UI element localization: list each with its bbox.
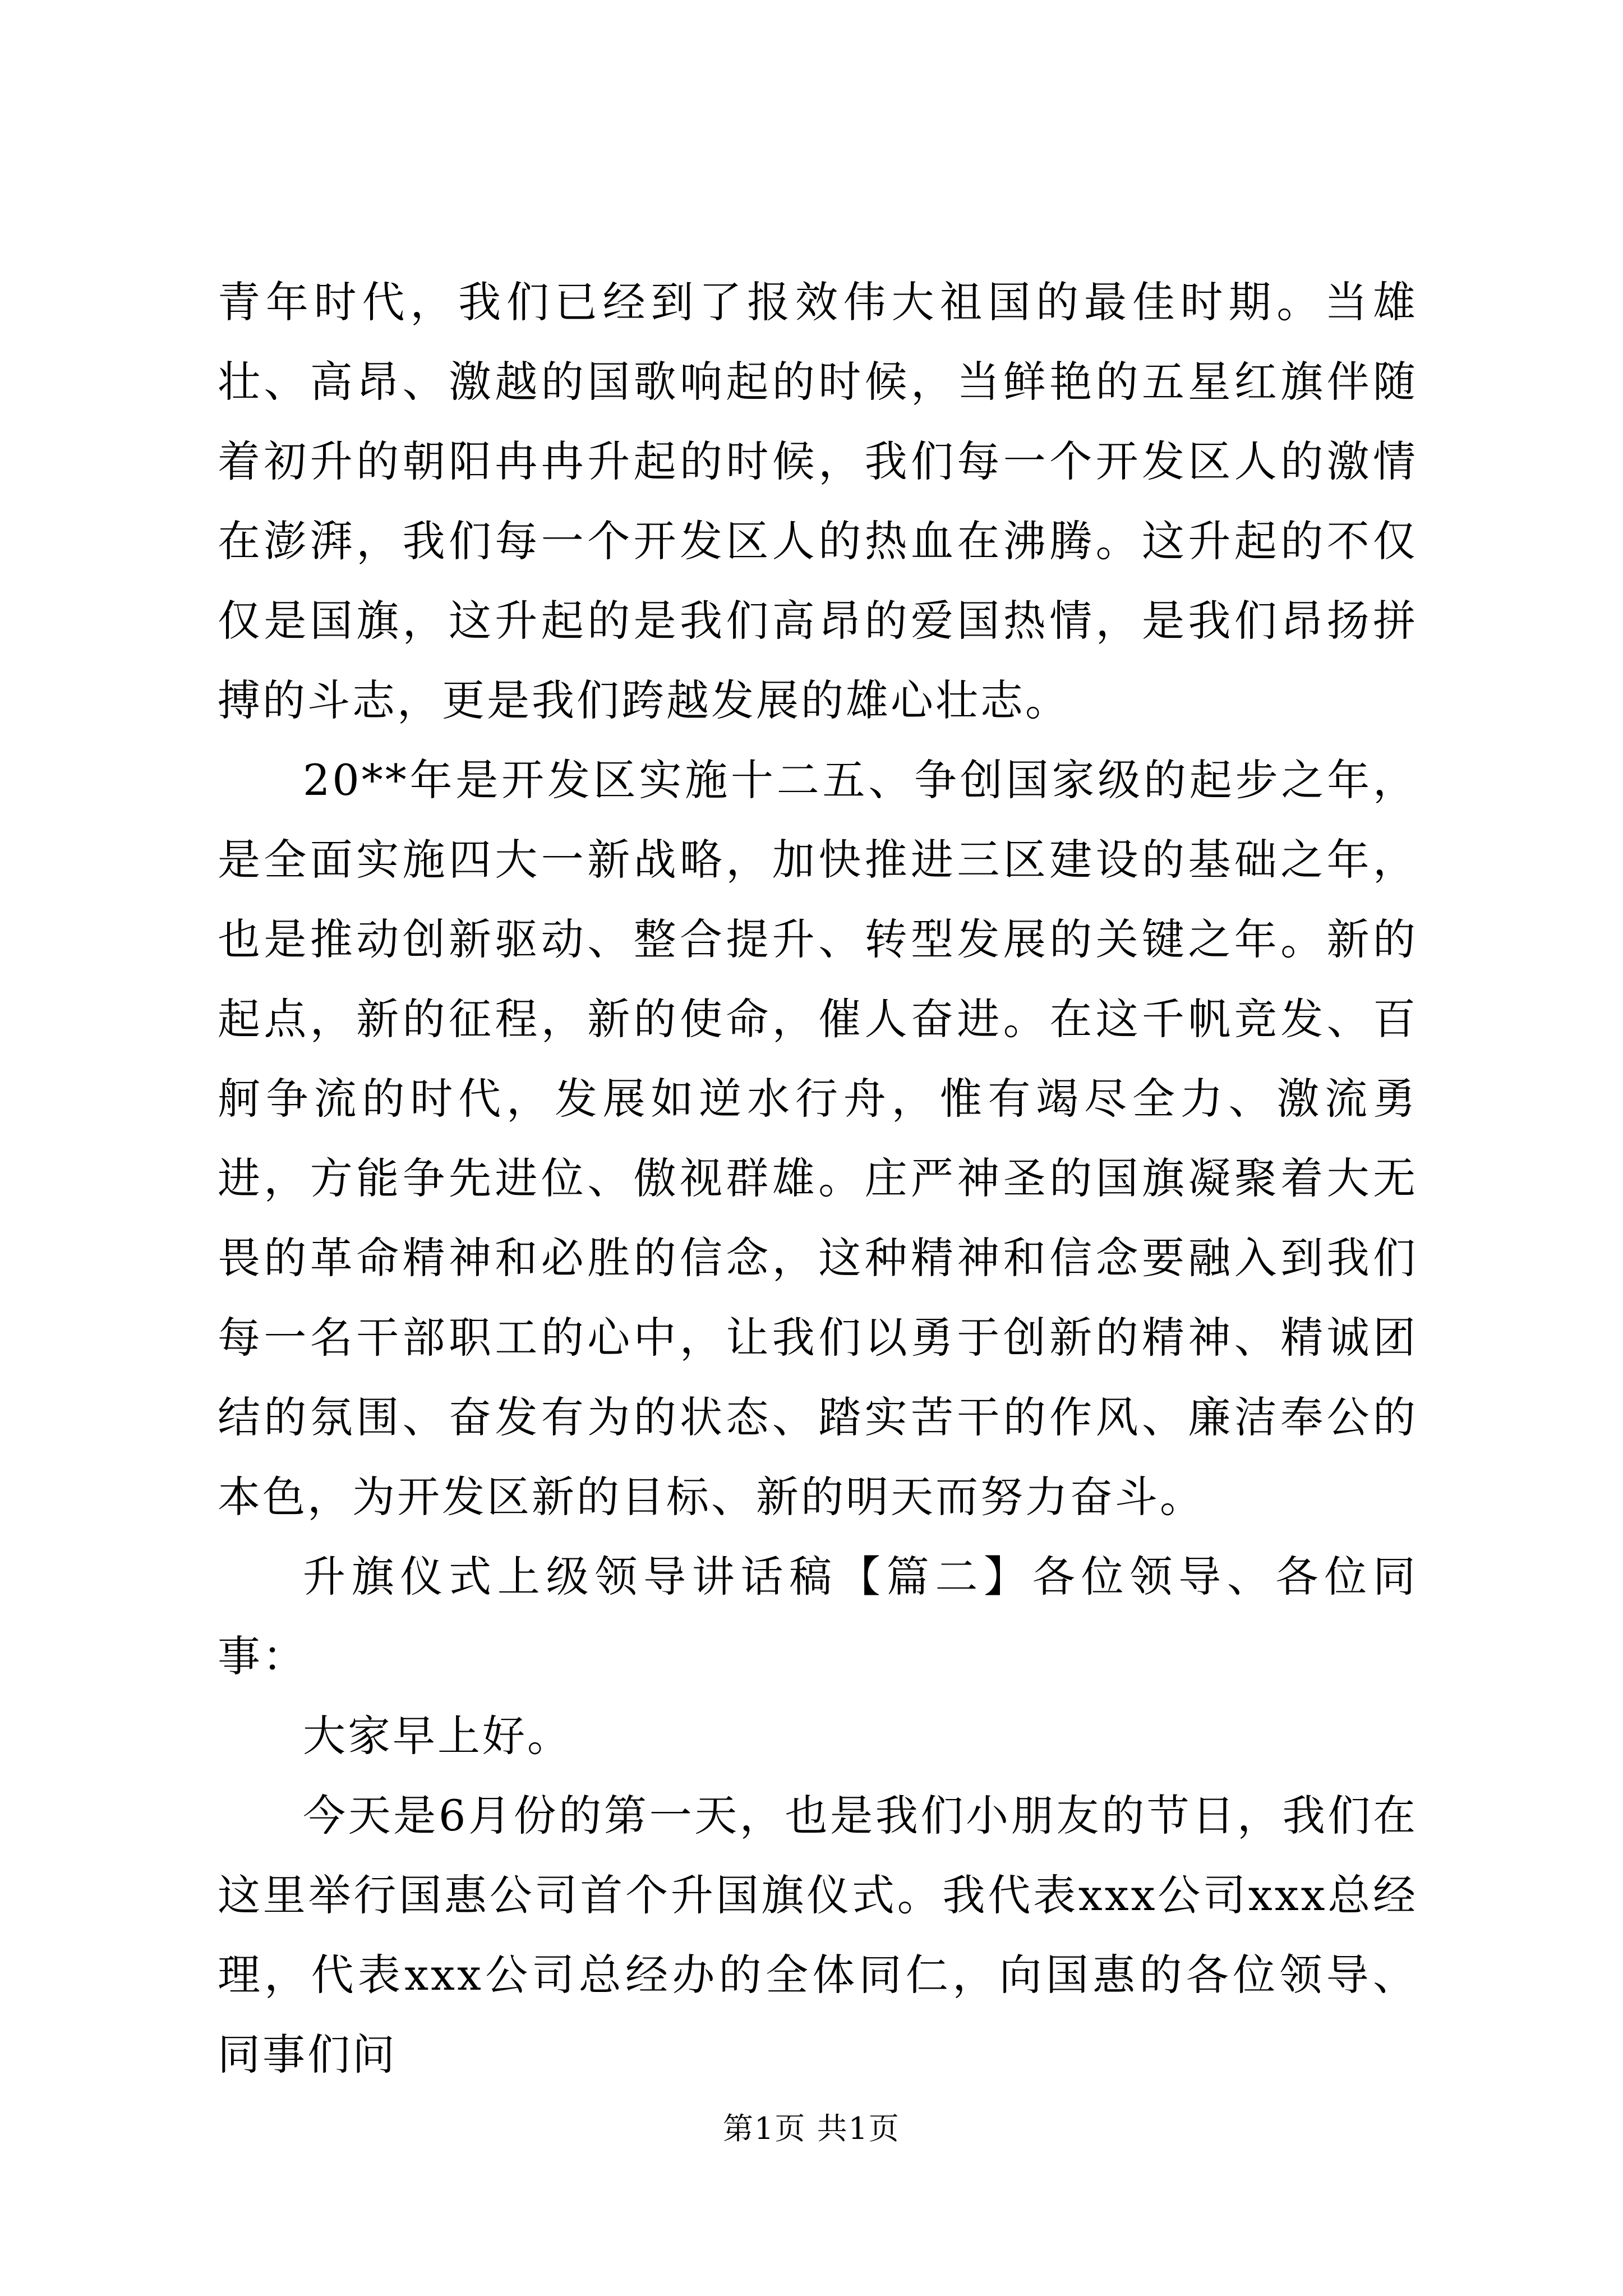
page-footer: 第1页 共1页: [723, 2111, 900, 2146]
paragraph-2: 20**年是开发区实施十二五、争创国家级的起步之年，是全面实施四大一新战略，加快推进三区建设的基础之年，也是推动创新驱动、整合提升、转型发展的关键之年。新的起点，新的征程，新的使命，催人奋进。在这千帆竞发、百舸争流的时代，发展如逆水行舟，惟有竭尽全力、激流勇进，方能争先进位、傲视群雄。庄严神圣的国旗凝聚着大无畏的革命精神和必胜的信念，这种精神和信念要融入到我们每一名干部职工的心中，让我们以勇于创新的精神、精诚团结的氛围、奋发有为的状态、踏实苦干的作风、廉洁奉公的本色，为开发区新的目标、新的明天而努力奋斗。: [218, 755, 1418, 1522]
paragraph-4-greeting: 大家早上好。: [303, 1711, 572, 1761]
paragraph-1: 青年时代，我们已经到了报效伟大祖国的最佳时期。当雄壮、高昂、激越的国歌响起的时候，当鲜艳的五星红旗伴随着初升的朝阳冉冉升起的时候，我们每一个开发区人的激情在澎湃，我们每一个开发区人的热血在沸腾。这升起的不仅仅是国旗，这升起的是我们高昂的爱国热情，是我们昂扬拼搏的斗志，更是我们跨越发展的雄心壮志。: [218, 277, 1418, 725]
paragraph-3-section-heading: 升旗仪式上级领导讲话稿【篇二】各位领导、各位同事：: [218, 1552, 1418, 1681]
document-body: [218, 263, 1418, 2095]
paragraph-5: 今天是6月份的第一天，也是我们小朋友的节日，我们在这里举行国惠公司首个升国旗仪式。我代表xxx公司xxx总经理，代表xxx公司总经办的全体同仁，向国惠的各位领导、同事们问: [218, 1791, 1418, 2079]
